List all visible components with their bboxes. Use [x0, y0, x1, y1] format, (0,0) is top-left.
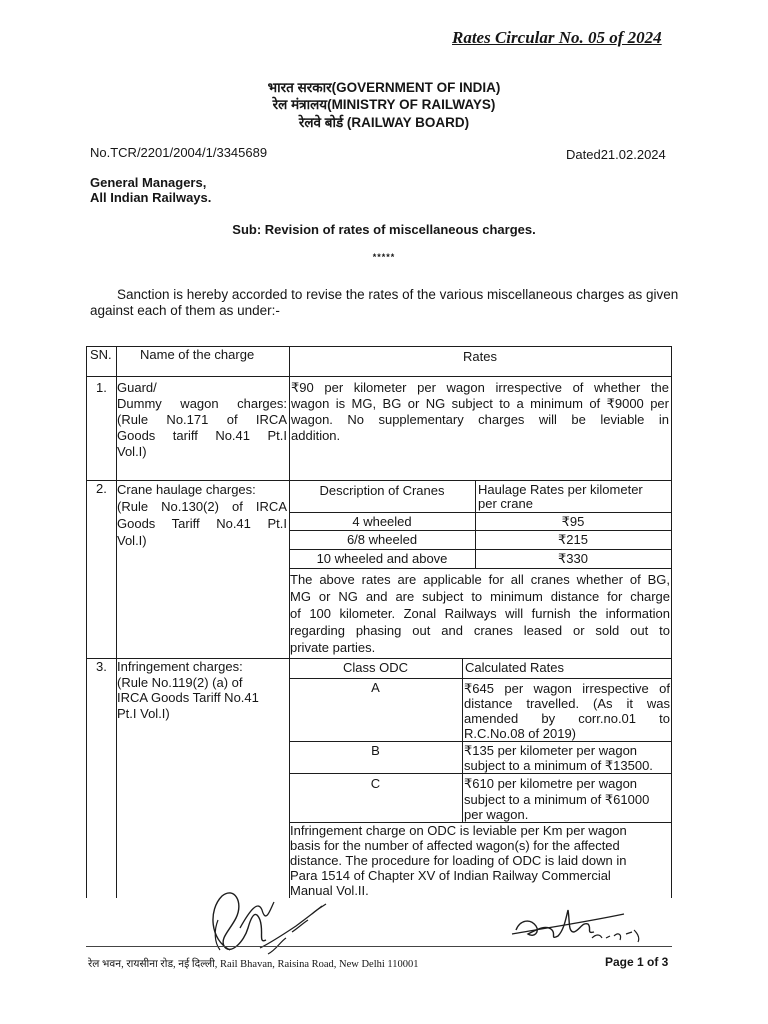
table-border-left — [86, 346, 87, 898]
header-government: भारत सरकार(GOVERNMENT OF INDIA) — [267, 80, 501, 95]
crane-desc: 6/8 wheeled — [346, 532, 418, 547]
crane-rate: ₹95 — [561, 514, 585, 529]
crane-desc-header: Description of Cranes — [319, 483, 445, 498]
crane-rate: ₹215 — [558, 532, 588, 547]
reference-number: No.TCR/2201/2004/1/3345689 — [90, 145, 268, 160]
row1-name: Guard/ Dummy wagon charges: (Rule No.171 of IRCA Goods tariff No.41 Pt.I Vol.I) — [117, 380, 287, 459]
crane-rate-header: Haulage Rates per kilometer per crane — [478, 482, 643, 511]
date: Dated21.02.2024 — [566, 147, 666, 162]
odc-rule-2 — [289, 741, 671, 742]
row3-sn: 3. — [96, 659, 107, 674]
handwritten-signature-right — [506, 900, 646, 948]
header-rule — [86, 376, 671, 377]
crane-rule-3 — [289, 549, 671, 550]
row3-name: Infringement charges: (Rule No.119(2) (a) of IRCA Goods Tariff No.41 Pt.I Vol.I) — [117, 659, 259, 721]
crane-rule-2 — [289, 530, 671, 531]
odc-class: C — [370, 776, 381, 791]
crane-note: The above rates are applicable for all cranes whether of BG, MG or NG and are subject to minimum distance for charge of 100 kilometer. Zonal Railways will furnish the information regarding phasing out and cranes leased or sold out to private parties. — [290, 572, 670, 655]
header-sn: SN. — [90, 347, 112, 362]
odc-divider — [462, 658, 463, 822]
separator: ***** — [372, 252, 396, 262]
odc-class-header: Class ODC — [342, 660, 408, 675]
page-number: Page 1 of 3 — [605, 955, 669, 969]
crane-rule-1 — [289, 512, 671, 513]
header-name: Name of the charge — [140, 347, 255, 362]
odc-rule-3 — [289, 773, 671, 774]
crane-desc: 4 wheeled — [352, 514, 412, 529]
row1-sn: 1. — [96, 380, 107, 395]
table-border-right — [671, 346, 672, 898]
odc-rate-header: Calculated Rates — [465, 660, 564, 675]
odc-class: B — [371, 743, 380, 758]
crane-rate: ₹330 — [558, 551, 588, 566]
header-ministry: रेल मंत्रालय(MINISTRY OF RAILWAYS) — [272, 97, 496, 112]
intro-paragraph: Sanction is hereby accorded to revise the rates of the various miscellaneous charges as given against each of them as under:- — [90, 287, 679, 318]
footer-address: रेल भवन, रायसीना रोड, नई दिल्ली, Rail Bhavan, Raisina Road, New Delhi 110001 — [88, 959, 419, 970]
header-rates: Rates — [463, 349, 497, 364]
crane-rule-4 — [289, 568, 671, 569]
header-board: रेलवे बोर्ड (RAILWAY BOARD) — [298, 115, 470, 130]
row1-rates: ₹90 per kilometer per wagon irrespective of whether the wagon is MG, BG or NG subject to a minimum of ₹9000 per wagon. No supplementary charges will be leviable in addition. — [291, 380, 669, 443]
odc-rate: ₹610 per kilometre per wagon subject to a minimum of ₹61000 per wagon. — [464, 776, 650, 822]
footer-rule — [86, 946, 672, 947]
odc-rate: ₹135 per kilometer per wagon subject to a minimum of ₹13500. — [464, 743, 653, 773]
subject: Sub: Revision of rates of miscellaneous charges. — [232, 222, 536, 237]
odc-rate: ₹645 per wagon irrespective of distance travelled. (As it was amended by corr.no.01 to R.C.No.08 of 2019) — [464, 681, 670, 741]
row2-sn: 2. — [96, 481, 107, 496]
addressee-line-2: All Indian Railways. — [90, 190, 212, 205]
row2-name: Crane haulage charges: (Rule No.130(2) of IRCA Goods Tariff No.41 Pt.I Vol.I) — [117, 482, 287, 548]
odc-class: A — [371, 680, 380, 695]
addressee-line-1: General Managers, — [90, 175, 207, 190]
odc-note: Infringement charge on ODC is leviable per Km per wagon basis for the number of affected wagon(s) for the affected distance. The procedure for loading of ODC is laid down in Para 1514 of Chapter XV of Indian Railway Commercial Manual Vol.II. — [290, 823, 627, 898]
handwritten-signature-left — [200, 880, 340, 962]
crane-desc: 10 wheeled and above — [316, 551, 448, 566]
circular-title: Rates Circular No. 05 of 2024 — [452, 28, 662, 47]
odc-rule-1 — [289, 678, 671, 679]
